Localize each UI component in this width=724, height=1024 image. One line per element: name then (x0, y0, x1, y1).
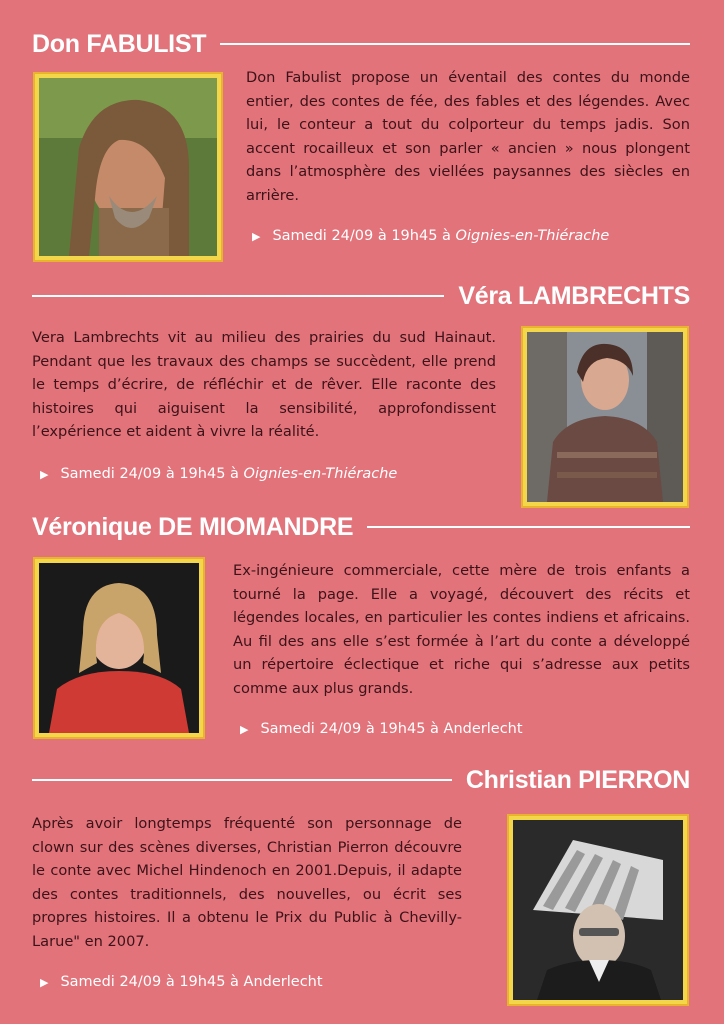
performer-event (40, 466, 397, 482)
performer-card-miomandre (0, 505, 724, 755)
performer-event (240, 721, 523, 737)
header-rule (32, 295, 444, 297)
header-rule (367, 526, 690, 528)
performer-name: Véra LAMBRECHTS (458, 281, 690, 310)
performer-card-fabulist (0, 0, 724, 270)
performer-card-lambrechts (0, 270, 724, 510)
performer-photo (33, 72, 223, 262)
performer-name: Don FABULIST (32, 29, 207, 58)
play-triangle-icon: ▶ (40, 975, 49, 989)
performer-bio: Ex-ingénieure commerciale, cette mère de trois enfants a tourné la page. Elle a voyagé, découvert des récits et légendes locales, en particulier les contes indiens et africains. Au fil des ans elle s’est formée à l’art du conte a développé un répertoire éclectique et riche qui s’adresse aux petits comme aux plus grands. (233, 562, 690, 697)
performer-header (32, 276, 690, 316)
event-place: Anderlecht (243, 974, 323, 990)
play-triangle-icon: ▶ (252, 229, 261, 243)
event-place: Oignies-en-Thiérache (455, 228, 610, 244)
event-date: Samedi 24/09 à 19h45 à (272, 228, 451, 244)
performer-photo (33, 557, 205, 739)
performer-name: Christian PIERRON (465, 765, 690, 794)
event-date: Samedi 24/09 à 19h45 à (60, 974, 239, 990)
play-triangle-icon: ▶ (40, 467, 49, 481)
event-date: Samedi 24/09 à 19h45 à (260, 721, 439, 737)
performer-bio: Don Fabulist propose un éventail des contes du monde entier, des contes de fée, des fables et des légendes. Avec lui, le conteur a tout du colporteur du temps jadis. Son accent rocailleux et son parler « ancien » nous plongent dans l’atmosphère des viellées paysannes des siècles en arrière. (246, 69, 690, 204)
header-rule (32, 779, 452, 781)
performer-event (252, 228, 609, 244)
performer-event (40, 974, 323, 990)
performer-header (32, 760, 690, 800)
header-rule (220, 43, 690, 45)
event-place: Oignies-en-Thiérache (243, 466, 398, 482)
performer-bio: Vera Lambrechts vit au milieu des prairies du sud Hainaut. Pendant que les travaux des champs se succèdent, elle prend le temps d’écrire, de réfléchir et de rêver. Elle raconte des histoires qui aiguisent la sensibilité, approfondissent l’expérience et aident à vivre la réalité. (32, 329, 496, 440)
performer-card-pierron (0, 758, 724, 1024)
performer-name: Véronique DE MIOMANDRE (32, 512, 354, 541)
performer-photo (521, 326, 689, 508)
event-place: Anderlecht (443, 721, 523, 737)
performer-header (32, 24, 690, 64)
performer-header (32, 507, 690, 547)
play-triangle-icon: ▶ (240, 722, 249, 736)
performer-photo (507, 814, 689, 1006)
event-date: Samedi 24/09 à 19h45 à (60, 466, 239, 482)
performer-bio: Après avoir longtemps fréquenté son personnage de clown sur des scènes diverses, Christian Pierron découvre le conte avec Michel Hindenoch en 2001.Depuis, il adapte des contes traditionnels, des nouvelles, ou écrit ses propres histoires. Il a obtenu le Prix du Public à Chevilly-Larue" en 2007. (32, 815, 462, 950)
